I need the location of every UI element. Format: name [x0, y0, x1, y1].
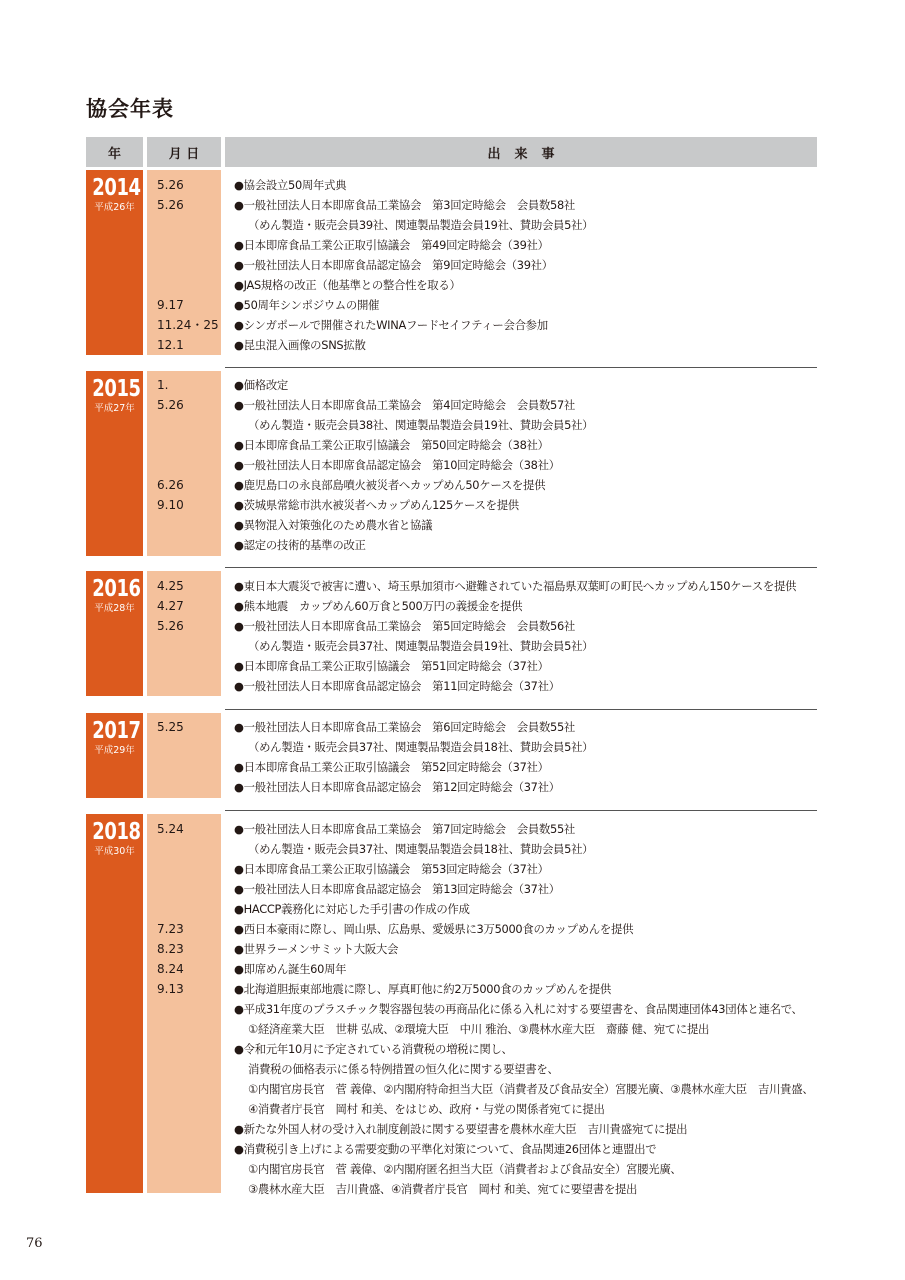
year-era: 平成29年 [94, 745, 135, 756]
year-era: 平成27年 [94, 403, 135, 414]
section-divider [225, 709, 817, 710]
date-cell [147, 713, 221, 798]
event-date: 7.23 [157, 922, 184, 936]
event-date: 12.1 [157, 338, 184, 352]
event-line: ●一般社団法人日本即席食品工業協会 第6回定時総会 会員数55社 [234, 720, 576, 734]
event-line: ③農林水産大臣 吉川貴盛、④消費者庁長官 岡村 和美、宛てに要望書を提出 [248, 1182, 638, 1196]
event-line: ①内閣官房長官 菅 義偉、②内閣府特命担当大臣（消費者及び食品安全）宮腰光廣、③農林水産大臣 吉川貴盛、 [248, 1082, 814, 1096]
event-line: ●シンガポールで開催されたWINAフードセイフティー会合参加 [234, 318, 548, 332]
event-line: ●一般社団法人日本即席食品認定協会 第13回定時総会（37社） [234, 882, 560, 896]
year-cell [86, 713, 143, 798]
event-line: ④消費者庁長官 岡村 和美、をはじめ、政府・与党の関係者宛てに提出 [248, 1102, 605, 1116]
event-line: ●価格改定 [234, 378, 289, 392]
event-line: ●認定の技術的基準の改正 [234, 538, 366, 552]
year-number: 2014 [92, 175, 141, 201]
year-cell [86, 371, 143, 556]
year-cell [86, 814, 143, 1193]
event-line: ●異物混入対策強化のため農水省と協議 [234, 518, 433, 532]
date-cell [147, 170, 221, 355]
event-line: （めん製造・販売会員38社、関連製品製造会員19社、賛助会員5社） [248, 418, 594, 432]
event-date: 11.24・25 [157, 318, 219, 332]
event-line: ①経済産業大臣 世耕 弘成、②環境大臣 中川 雅治、③農林水産大臣 齋藤 健、宛てに提出 [248, 1022, 710, 1036]
event-line: 消費税の価格表示に係る特例措置の恒久化に関する要望書を、 [248, 1062, 559, 1076]
year-cell [86, 170, 143, 355]
event-line: （めん製造・販売会員37社、関連製品製造会員19社、賛助会員5社） [248, 639, 594, 653]
column-header-date: 月 日 [147, 137, 221, 167]
event-line: （めん製造・販売会員37社、関連製品製造会員18社、賛助会員5社） [248, 842, 594, 856]
event-line: ●日本即席食品工業公正取引協議会 第53回定時総会（37社） [234, 862, 549, 876]
event-date: 8.23 [157, 942, 184, 956]
column-header-year: 年 [86, 137, 143, 167]
section-divider [225, 810, 817, 811]
event-line: ●西日本豪雨に際し、岡山県、広島県、愛媛県に3万5000食のカップめんを提供 [234, 922, 634, 936]
event-line: ●鹿児島口の永良部島噴火被災者へカップめん50ケースを提供 [234, 478, 546, 492]
year-number: 2017 [92, 718, 141, 744]
event-date: 8.24 [157, 962, 184, 976]
event-line: ●一般社団法人日本即席食品工業協会 第4回定時総会 会員数57社 [234, 398, 576, 412]
event-line: （めん製造・販売会員39社、関連製品製造会員19社、賛助会員5社） [248, 218, 594, 232]
event-line: ①内閣官房長官 菅 義偉、②内閣府匿名担当大臣（消費者および食品安全）宮腰光廣、 [248, 1162, 682, 1176]
event-line: ●茨城県常総市洪水被災者へカップめん125ケースを提供 [234, 498, 519, 512]
event-line: ●協会設立50周年式典 [234, 178, 347, 192]
event-line: ●日本即席食品工業公正取引協議会 第49回定時総会（39社） [234, 238, 549, 252]
event-line: ●令和元年10月に予定されている消費税の増税に関し、 [234, 1042, 513, 1056]
event-line: ●50周年シンポジウムの開催 [234, 298, 380, 312]
event-date: 5.24 [157, 822, 184, 836]
event-date: 1. [157, 378, 169, 392]
event-date: 5.26 [157, 398, 184, 412]
date-cell [147, 814, 221, 1193]
event-date: 5.26 [157, 178, 184, 192]
event-line: ●熊本地震 カップめん60万食と500万円の義援金を提供 [234, 599, 523, 613]
event-line: ●一般社団法人日本即席食品認定協会 第9回定時総会（39社） [234, 258, 553, 272]
event-line: ●消費税引き上げによる需要変動の平準化対策について、食品関連26団体と連盟出で [234, 1142, 657, 1156]
event-date: 5.26 [157, 619, 184, 633]
event-line: ●北海道胆振東部地震に際し、厚真町他に約2万5000食のカップめんを提供 [234, 982, 611, 996]
event-date: 4.27 [157, 599, 184, 613]
event-line: ●平成31年度のプラスチック製容器包装の再商品化に係る入札に対する要望書を、食品関連団体43団体と連名で、 [234, 1002, 803, 1016]
event-line: ●一般社団法人日本即席食品認定協会 第10回定時総会（38社） [234, 458, 560, 472]
event-line: ●HACCP義務化に対応した手引書の作成の作成 [234, 902, 470, 916]
page-title: 協会年表 [86, 97, 174, 121]
event-line: ●世界ラーメンサミット大阪大会 [234, 942, 399, 956]
column-header-event: 出来事 [225, 137, 817, 167]
event-line: ●昆虫混入画像のSNS拡散 [234, 338, 366, 352]
page-number: 76 [26, 1236, 43, 1251]
event-date: 5.26 [157, 198, 184, 212]
event-date: 5.25 [157, 720, 184, 734]
event-line: ●新たな外国人材の受け入れ制度創設に関する要望書を農林水産大臣 吉川貴盛宛てに提出 [234, 1122, 688, 1136]
event-line: ●一般社団法人日本即席食品工業協会 第5回定時総会 会員数56社 [234, 619, 576, 633]
event-line: ●JAS規格の改正（他基準との整合性を取る） [234, 278, 461, 292]
event-line: ●一般社団法人日本即席食品認定協会 第11回定時総会（37社） [234, 679, 560, 693]
event-line: ●東日本大震災で被害に遭い、埼玉県加須市へ避難されていた福島県双葉町の町民へカップめん150ケースを提供 [234, 579, 797, 593]
date-cell [147, 371, 221, 556]
event-line: ●日本即席食品工業公正取引協議会 第50回定時総会（38社） [234, 438, 549, 452]
year-era: 平成26年 [94, 202, 135, 213]
section-divider [225, 567, 817, 568]
event-line: ●一般社団法人日本即席食品工業協会 第7回定時総会 会員数55社 [234, 822, 576, 836]
section-divider [225, 367, 817, 368]
year-number: 2015 [92, 376, 141, 402]
year-cell [86, 571, 143, 696]
year-era: 平成30年 [94, 846, 135, 857]
year-number: 2018 [92, 819, 141, 845]
event-line: ●日本即席食品工業公正取引協議会 第51回定時総会（37社） [234, 659, 549, 673]
event-date: 6.26 [157, 478, 184, 492]
event-line: ●日本即席食品工業公正取引協議会 第52回定時総会（37社） [234, 760, 549, 774]
event-date: 4.25 [157, 579, 184, 593]
event-date: 9.10 [157, 498, 184, 512]
event-line: ●即席めん誕生60周年 [234, 962, 347, 976]
event-date: 9.13 [157, 982, 184, 996]
event-line: （めん製造・販売会員37社、関連製品製造会員18社、賛助会員5社） [248, 740, 594, 754]
date-cell [147, 571, 221, 696]
event-line: ●一般社団法人日本即席食品工業協会 第3回定時総会 会員数58社 [234, 198, 576, 212]
year-number: 2016 [92, 576, 141, 602]
year-era: 平成28年 [94, 603, 135, 614]
event-line: ●一般社団法人日本即席食品認定協会 第12回定時総会（37社） [234, 780, 560, 794]
event-date: 9.17 [157, 298, 184, 312]
